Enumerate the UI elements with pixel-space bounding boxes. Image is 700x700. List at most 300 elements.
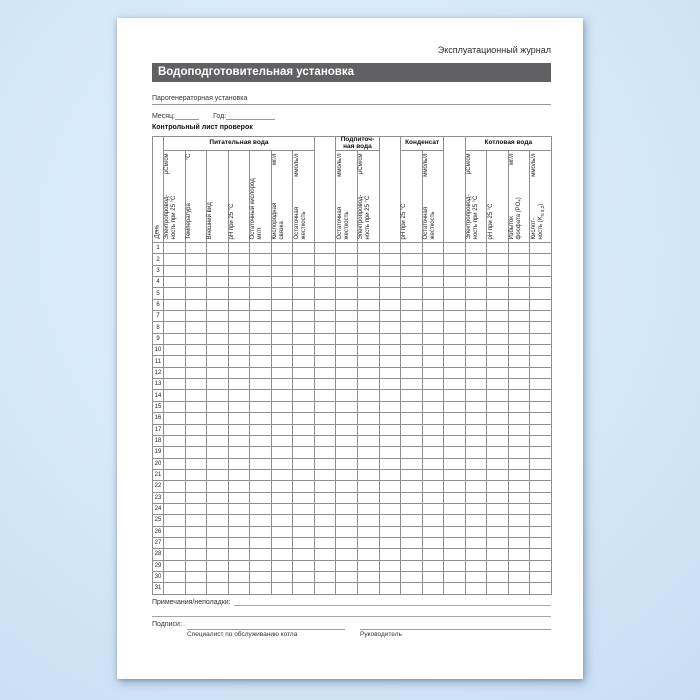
- spacer-cell: [314, 288, 336, 299]
- entry-cell: [422, 549, 444, 560]
- column-label-line-1: [466, 153, 473, 239]
- column-header-rotated-label: [466, 153, 486, 240]
- entry-cell: [422, 299, 444, 310]
- entry-cell: [336, 413, 358, 424]
- entry-cell: [487, 345, 509, 356]
- entry-cell: [508, 277, 530, 288]
- entry-cell: [185, 401, 207, 412]
- entry-cell: [530, 345, 552, 356]
- spacer-cell: [444, 549, 466, 560]
- entry-cell: [401, 447, 423, 458]
- entry-cell: [357, 243, 379, 254]
- entry-cell: [185, 243, 207, 254]
- spacer-cell: [314, 571, 336, 582]
- entry-cell: [422, 254, 444, 265]
- entry-cell: [357, 424, 379, 435]
- entry-cell: [357, 526, 379, 537]
- entry-cell: [401, 492, 423, 503]
- column-header-rotated-label: [186, 153, 206, 240]
- entry-cell: [185, 413, 207, 424]
- entry-cell: [465, 583, 487, 594]
- entry-cell: [293, 515, 315, 526]
- entry-cell: [357, 481, 379, 492]
- entry-cell: [250, 288, 272, 299]
- entry-cell: [465, 243, 487, 254]
- entry-cell: [336, 379, 358, 390]
- spacer-cell: [314, 515, 336, 526]
- entry-cell: [207, 481, 229, 492]
- entry-cell: [530, 571, 552, 582]
- spacer-cell: [444, 265, 466, 276]
- entry-cell: [465, 537, 487, 548]
- entry-cell: [422, 322, 444, 333]
- entry-cell: [250, 367, 272, 378]
- column-unit-label: мг/л: [509, 153, 516, 165]
- signature-line-specialist: [187, 629, 345, 638]
- day-row: [153, 492, 552, 503]
- entry-cell: [207, 560, 229, 571]
- entry-cell: [336, 265, 358, 276]
- entry-cell: [271, 503, 293, 514]
- column-header-rotated-label: [229, 153, 249, 240]
- column-header: [422, 151, 444, 243]
- entry-cell: [250, 571, 272, 582]
- column-label-line-1: [531, 153, 538, 239]
- column-label-text: Внешний вид: [207, 201, 214, 239]
- entry-cell: [271, 413, 293, 424]
- column-label-line-1: [423, 153, 430, 239]
- day-row: [153, 356, 552, 367]
- spacer-cell: [314, 458, 336, 469]
- entry-cell: [250, 549, 272, 560]
- entry-cell: [508, 345, 530, 356]
- day-row: [153, 447, 552, 458]
- entry-cell: [207, 571, 229, 582]
- spacer-cell: [379, 571, 401, 582]
- column-header-rotated-label: [358, 153, 378, 240]
- entry-cell: [228, 345, 250, 356]
- entry-cell: [357, 254, 379, 265]
- year-fill-line: [226, 111, 275, 120]
- day-row: [153, 469, 552, 480]
- entry-cell: [207, 299, 229, 310]
- entry-cell: [336, 549, 358, 560]
- day-cell: 13: [153, 379, 164, 390]
- spacer-cell: [444, 333, 466, 344]
- spacer-cell: [314, 322, 336, 333]
- entry-cell: [293, 345, 315, 356]
- spacer-cell: [444, 435, 466, 446]
- entry-cell: [250, 435, 272, 446]
- entry-cell: [487, 277, 509, 288]
- spacer-cell: [444, 288, 466, 299]
- entry-cell: [422, 288, 444, 299]
- group-header: [164, 137, 315, 151]
- column-label-line-1: [488, 153, 495, 239]
- entry-cell: [293, 503, 315, 514]
- entry-cell: [357, 515, 379, 526]
- entry-cell: [164, 503, 186, 514]
- day-cell: 7: [153, 311, 164, 322]
- entry-cell: [207, 367, 229, 378]
- entry-cell: [422, 356, 444, 367]
- spacer-cell: [379, 265, 401, 276]
- entry-cell: [185, 322, 207, 333]
- entry-cell: [228, 356, 250, 367]
- entry-cell: [336, 481, 358, 492]
- entry-cell: [250, 254, 272, 265]
- spacer-cell: [379, 367, 401, 378]
- entry-cell: [508, 447, 530, 458]
- entry-cell: [164, 277, 186, 288]
- spacer-cell: [379, 492, 401, 503]
- entry-cell: [336, 322, 358, 333]
- spacer-cell: [379, 333, 401, 344]
- entry-cell: [465, 526, 487, 537]
- day-cell: 6: [153, 299, 164, 310]
- entry-cell: [207, 345, 229, 356]
- day-row: [153, 435, 552, 446]
- entry-cell: [185, 265, 207, 276]
- entry-cell: [530, 515, 552, 526]
- entry-cell: [228, 401, 250, 412]
- spacer-cell: [314, 379, 336, 390]
- entry-cell: [401, 322, 423, 333]
- entry-cell: [164, 537, 186, 548]
- entry-cell: [228, 311, 250, 322]
- entry-cell: [422, 243, 444, 254]
- entry-cell: [530, 401, 552, 412]
- column-label-text: Остаточная: [293, 206, 300, 239]
- day-row: [153, 333, 552, 344]
- column-unit-label: µСм/см: [358, 153, 365, 174]
- entry-cell: [465, 435, 487, 446]
- entry-cell: [164, 413, 186, 424]
- entry-cell: [164, 322, 186, 333]
- column-label-line-2: мг/л: [256, 227, 263, 239]
- entry-cell: [228, 322, 250, 333]
- spacer-cell: [444, 356, 466, 367]
- spacer-cell: [444, 537, 466, 548]
- column-header-rotated-label: [337, 153, 357, 240]
- entry-cell: [250, 299, 272, 310]
- entry-cell: [164, 560, 186, 571]
- column-header: [530, 151, 552, 243]
- entry-cell: [207, 424, 229, 435]
- column-header: [357, 151, 379, 243]
- entry-cell: [250, 401, 272, 412]
- entry-cell: [357, 447, 379, 458]
- entry-cell: [530, 413, 552, 424]
- entry-cell: [357, 265, 379, 276]
- entry-cell: [465, 333, 487, 344]
- entry-cell: [228, 481, 250, 492]
- column-unit-label: ммоль/л: [336, 153, 343, 177]
- spacer-cell: [379, 447, 401, 458]
- entry-cell: [293, 526, 315, 537]
- entry-cell: [164, 345, 186, 356]
- spacer-cell: [379, 243, 401, 254]
- entry-cell: [293, 583, 315, 594]
- entry-cell: [164, 243, 186, 254]
- entry-cell: [164, 492, 186, 503]
- entry-cell: [250, 503, 272, 514]
- column-unit-label: ммоль/л: [293, 153, 300, 177]
- spacer-cell: [379, 435, 401, 446]
- spacer-cell: [314, 413, 336, 424]
- entry-cell: [250, 537, 272, 548]
- entry-cell: [271, 481, 293, 492]
- entry-cell: [401, 299, 423, 310]
- entry-cell: [357, 549, 379, 560]
- entry-cell: [508, 424, 530, 435]
- entry-cell: [228, 492, 250, 503]
- entry-cell: [164, 265, 186, 276]
- entry-cell: [207, 503, 229, 514]
- entry-cell: [357, 277, 379, 288]
- entry-cell: [271, 549, 293, 560]
- column-label-line-1: [401, 153, 408, 239]
- entry-cell: [185, 435, 207, 446]
- spacer-cell: [314, 345, 336, 356]
- column-unit-label: мг/л: [272, 153, 278, 165]
- entry-cell: [508, 379, 530, 390]
- entry-cell: [164, 469, 186, 480]
- entry-cell: [530, 435, 552, 446]
- day-cell: 29: [153, 560, 164, 571]
- entry-cell: [530, 379, 552, 390]
- entry-cell: [530, 288, 552, 299]
- day-row: [153, 413, 552, 424]
- spacer-cell: [379, 356, 401, 367]
- group-header-row: [153, 137, 552, 151]
- column-unit-label: ммоль/л: [530, 153, 537, 177]
- entry-cell: [164, 583, 186, 594]
- entry-cell: [207, 265, 229, 276]
- entry-cell: [508, 560, 530, 571]
- entry-cell: [207, 243, 229, 254]
- entry-cell: [357, 469, 379, 480]
- entry-cell: [271, 526, 293, 537]
- entry-cell: [422, 265, 444, 276]
- entry-cell: [422, 503, 444, 514]
- entry-cell: [293, 311, 315, 322]
- entry-cell: [293, 322, 315, 333]
- day-row: [153, 390, 552, 401]
- entry-cell: [293, 413, 315, 424]
- group-header: [336, 137, 379, 151]
- entry-cell: [508, 243, 530, 254]
- spacer-cell: [444, 560, 466, 571]
- column-header: [164, 151, 186, 243]
- entry-cell: [465, 560, 487, 571]
- entry-cell: [207, 413, 229, 424]
- entry-cell: [401, 333, 423, 344]
- column-header: [293, 151, 315, 243]
- spacer-cell: [379, 345, 401, 356]
- entry-cell: [422, 492, 444, 503]
- entry-cell: [508, 311, 530, 322]
- entry-cell: [336, 311, 358, 322]
- spacer-cell: [444, 401, 466, 412]
- entry-cell: [228, 571, 250, 582]
- spacer-cell: [379, 254, 401, 265]
- spacer-cell: [379, 379, 401, 390]
- entry-cell: [465, 254, 487, 265]
- column-unit-label: µСм/см: [465, 153, 472, 174]
- entry-cell: [401, 390, 423, 401]
- entry-cell: [336, 277, 358, 288]
- entry-cell: [465, 288, 487, 299]
- entry-cell: [422, 515, 444, 526]
- column-label-line-1: [358, 153, 365, 239]
- entry-cell: [207, 435, 229, 446]
- column-header: [336, 151, 358, 243]
- entry-cell: [185, 254, 207, 265]
- entry-cell: [487, 492, 509, 503]
- entry-cell: [508, 458, 530, 469]
- entry-cell: [465, 481, 487, 492]
- spacer-cell: [314, 447, 336, 458]
- entry-cell: [508, 413, 530, 424]
- entry-cell: [185, 481, 207, 492]
- spacer-cell: [444, 447, 466, 458]
- column-label-text: Электропровод-: [465, 194, 472, 239]
- entry-cell: [487, 379, 509, 390]
- spacer-cell: [314, 549, 336, 560]
- entry-cell: [336, 333, 358, 344]
- entry-cell: [293, 333, 315, 344]
- column-unit-label: °C: [185, 153, 192, 160]
- entry-cell: [465, 503, 487, 514]
- document-page: [117, 18, 583, 679]
- entry-cell: [508, 549, 530, 560]
- group-header: [465, 137, 551, 151]
- day-cell: 22: [153, 481, 164, 492]
- entry-cell: [465, 322, 487, 333]
- entry-cell: [250, 560, 272, 571]
- spacer-cell: [379, 390, 401, 401]
- entry-cell: [357, 345, 379, 356]
- entry-cell: [185, 447, 207, 458]
- entry-cell: [465, 401, 487, 412]
- entry-cell: [250, 311, 272, 322]
- column-label-line-2: фосфата (PO₄): [515, 196, 522, 239]
- day-column-header: [153, 137, 164, 243]
- column-header-rotated-label: [294, 153, 314, 240]
- column-label-line-2: жесткость: [300, 210, 307, 239]
- day-cell: 5: [153, 288, 164, 299]
- entry-cell: [185, 549, 207, 560]
- entry-cell: [465, 345, 487, 356]
- spacer-cell: [314, 537, 336, 548]
- entry-cell: [293, 390, 315, 401]
- entry-cell: [164, 311, 186, 322]
- entry-cell: [185, 345, 207, 356]
- day-row: [153, 322, 552, 333]
- entry-cell: [487, 458, 509, 469]
- column-header-rotated-label: [488, 153, 508, 240]
- column-header-row: [153, 151, 552, 243]
- entry-cell: [336, 254, 358, 265]
- entry-cell: [293, 401, 315, 412]
- group-header-line: Питательная вода: [209, 139, 269, 147]
- entry-cell: [271, 299, 293, 310]
- entry-cell: [401, 526, 423, 537]
- entry-cell: [164, 367, 186, 378]
- entry-cell: [228, 549, 250, 560]
- entry-cell: [357, 333, 379, 344]
- entry-cell: [508, 503, 530, 514]
- entry-cell: [228, 390, 250, 401]
- entry-cell: [401, 254, 423, 265]
- entry-cell: [530, 367, 552, 378]
- column-unit-label: µСм/см: [164, 153, 171, 174]
- spacer-cell: [379, 469, 401, 480]
- entry-cell: [293, 243, 315, 254]
- entry-cell: [271, 401, 293, 412]
- entry-cell: [530, 311, 552, 322]
- entry-cell: [207, 390, 229, 401]
- entry-cell: [228, 537, 250, 548]
- spacer-cell: [379, 413, 401, 424]
- spacer-cell: [314, 367, 336, 378]
- spacer-cell: [379, 583, 401, 594]
- entry-cell: [185, 379, 207, 390]
- day-cell: 10: [153, 345, 164, 356]
- entry-cell: [164, 401, 186, 412]
- entry-cell: [250, 333, 272, 344]
- table-header: [153, 137, 552, 243]
- day-cell: 9: [153, 333, 164, 344]
- entry-cell: [293, 458, 315, 469]
- entry-cell: [207, 526, 229, 537]
- day-cell: 18: [153, 435, 164, 446]
- entry-cell: [357, 288, 379, 299]
- entry-cell: [487, 435, 509, 446]
- column-label-text: Электропровод-: [358, 194, 365, 239]
- group-header-line: Конденсат: [405, 139, 440, 147]
- entry-cell: [508, 401, 530, 412]
- entry-cell: [487, 356, 509, 367]
- entry-cell: [228, 333, 250, 344]
- entry-cell: [508, 481, 530, 492]
- entry-cell: [508, 356, 530, 367]
- entry-cell: [487, 254, 509, 265]
- day-cell: 11: [153, 356, 164, 367]
- day-cell: 19: [153, 447, 164, 458]
- notes-fill-line-1: [234, 597, 551, 606]
- entry-cell: [530, 583, 552, 594]
- entry-cell: [228, 367, 250, 378]
- entry-cell: [422, 401, 444, 412]
- entry-cell: [422, 469, 444, 480]
- entry-cell: [164, 356, 186, 367]
- entry-cell: [271, 537, 293, 548]
- entry-cell: [293, 299, 315, 310]
- entry-cell: [530, 424, 552, 435]
- entry-cell: [465, 277, 487, 288]
- entry-cell: [228, 503, 250, 514]
- entry-cell: [508, 333, 530, 344]
- day-row: [153, 560, 552, 571]
- day-cell: 23: [153, 492, 164, 503]
- column-label-line-2: жесткость: [429, 210, 436, 239]
- entry-cell: [336, 583, 358, 594]
- entry-cell: [530, 243, 552, 254]
- entry-cell: [401, 401, 423, 412]
- entry-cell: [336, 458, 358, 469]
